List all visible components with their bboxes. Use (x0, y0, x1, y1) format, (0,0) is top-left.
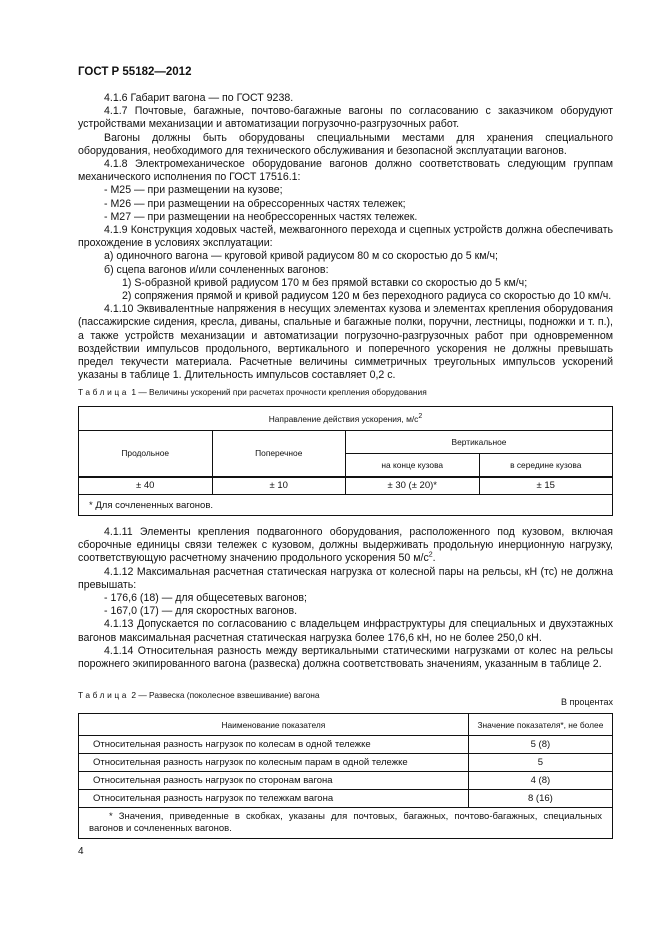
clause-4-1-14: 4.1.14 Относительная разность между вертикальными статическими нагрузками от колес на рельсы порожнего экипированного вагона (развеска) должна соответствовать значениям, указанным в таблице 2. (78, 644, 613, 671)
list-item-b2: 2) сопряжения прямой и кривой радиусом 120 м без переходного радиуса со скоростью до 10 км/ч. (122, 290, 612, 303)
table1-header-main (79, 407, 613, 431)
table2-row-name: Относительная разность нагрузок по колесам в одной тележке (79, 736, 469, 754)
list-item-m27: - М27 — при размещении на необрессоренных частях тележек. (104, 210, 418, 223)
table2-row-name: Относительная разность нагрузок по колесным парам в одной тележке (79, 754, 469, 772)
clause-4-1-7-b: Вагоны должны быть оборудованы специальными местами для хранения специального оборудования, необходимого для технического обслуживания и безопасной эксплуатации вагонов. (78, 131, 613, 157)
clause-4-1-9: 4.1.9 Конструкция ходовых частей, межвагонного перехода и сцепных устройств должна обеспечивать прохождение в условиях эксплуатации: (78, 224, 613, 250)
table1-header-main-text: Направление действия ускорения, м/с (268, 413, 419, 424)
list-item-m25: - М25 — при размещении на кузове; (104, 184, 283, 197)
table1-value: ± 15 (479, 477, 613, 495)
table1-col-vert-end: на конце кузова (346, 454, 480, 477)
table-row (79, 790, 613, 808)
table2-header-name: Наименование показателя (79, 714, 469, 736)
clause-4-1-13: 4.1.13 Допускается по согласованию с владельцем инфраструктуры для специальных и двухэтажных вагонов максимальная расчетная статическая нагрузка более 176,6 кН, но не более 250,0 кН. (78, 618, 613, 644)
table1-value: ± 30 (± 20)* (346, 477, 480, 495)
table2-row-value: 8 (16) (468, 790, 612, 808)
clause-4-1-10: 4.1.10 Эквивалентные напряжения в несущих элементах кузова и элементах крепления оборудования (пассажирские сидения, кресла, диваны, спальные и багажные полки, поручни, лестницы, подножки и т. п.), а также устройств механизации и автоматизации погрузочно-разгрузочных работ при одновременном воздействии импульсов продольного, вертикального и поперечного ускорения не должны превышать предел текучести материала. Расчетные величины симметричных треугольных импульсов ускорений указаны в таблице 1. Длительность импульсов составляет 0,2 с. (78, 303, 613, 382)
table1-caption-label: Таблица (78, 387, 130, 397)
table1-caption-text: 1 — Величины ускорений при расчетах прочности крепления оборудования (129, 387, 427, 397)
table-row (79, 736, 613, 754)
table1-value: ± 40 (79, 477, 213, 495)
table2-caption (78, 690, 320, 700)
table2-footnote: * Значения, приведенные в скобках, указаны для почтовых, багажных, почтово-багажных, специальных вагонов и сочлененных вагонов. (79, 808, 613, 839)
table-row (79, 772, 613, 790)
table-2 (78, 713, 613, 839)
table1-col-longitudinal: Продольное (79, 431, 213, 477)
list-item-b1: 1) S-образной кривой радиусом 170 м без прямой вставки со скоростью до 5 км/ч; (122, 276, 528, 289)
table2-row-value: 5 (468, 754, 612, 772)
table2-row-value: 5 (8) (468, 736, 612, 754)
list-item-167: - 167,0 (17) — для скоростных вагонов. (104, 605, 298, 618)
document-header: ГОСТ Р 55182—2012 (78, 66, 192, 78)
body-text (78, 92, 613, 382)
table-row (79, 754, 613, 772)
table2-unit: В процентах (561, 697, 613, 707)
table1-value: ± 10 (212, 477, 346, 495)
page-number: 4 (78, 846, 84, 857)
table1-col-vert-mid: в середине кузова (479, 454, 613, 477)
superscript: 2 (428, 551, 433, 559)
body-text-2 (78, 526, 613, 671)
clause-4-1-7: 4.1.7 Почтовые, багажные, почтово-багажные вагоны по согласованию с заказчиком оборудуют устройствами механизации и автоматизации погрузочно-разгрузочных работ. (78, 105, 613, 131)
table2-row-value: 4 (8) (468, 772, 612, 790)
table2-header-value: Значение показателя*, не более (468, 714, 612, 736)
clause-4-1-11-text: 4.1.11 Элементы крепления подвагонного оборудования, расположенного под кузовом, включая сборочные единицы связи тележек с кузовом, должны выдерживать продольную инерционную нагрузку, соответствующую расчетному значению продольного ускорения 50 м/с (78, 526, 613, 565)
clause-4-1-11 (78, 526, 613, 566)
table2-row-name: Относительная разность нагрузок по сторонам вагона (79, 772, 469, 790)
table1-col-transverse: Поперечное (212, 431, 346, 477)
table2-caption-label: Таблица (78, 690, 130, 700)
period: . (432, 552, 436, 565)
list-item-176: - 176,6 (18) — для общесетевых вагонов; (104, 592, 307, 605)
table2-row-name: Относительная разность нагрузок по тележкам вагона (79, 790, 469, 808)
table1-footnote: * Для сочлененных вагонов. (79, 495, 613, 516)
clause-4-1-8: 4.1.8 Электромеханическое оборудование вагонов должно соответствовать следующим группам механического исполнения по ГОСТ 17516.1: (78, 158, 613, 184)
list-item-m26: - М26 — при размещении на обрессоренных частях тележек; (104, 197, 406, 210)
table1-col-vertical: Вертикальное (346, 431, 613, 454)
table-1 (78, 406, 613, 516)
table1-caption (78, 387, 427, 397)
list-item-b: б) сцепа вагонов и/или сочлененных вагонов: (104, 263, 329, 276)
list-item-a: а) одиночного вагона — круговой кривой радиусом 80 м со скоростью до 5 км/ч; (104, 250, 498, 263)
clause-4-1-6: 4.1.6 Габарит вагона — по ГОСТ 9238. (104, 92, 294, 104)
table2-caption-text: 2 — Развеска (поколесное взвешивание) вагона (129, 690, 320, 700)
superscript: 2 (418, 412, 423, 420)
clause-4-1-12: 4.1.12 Максимальная расчетная статическая нагрузка от колесной пары на рельсы, кН (тс) не должна превышать: (78, 565, 613, 591)
